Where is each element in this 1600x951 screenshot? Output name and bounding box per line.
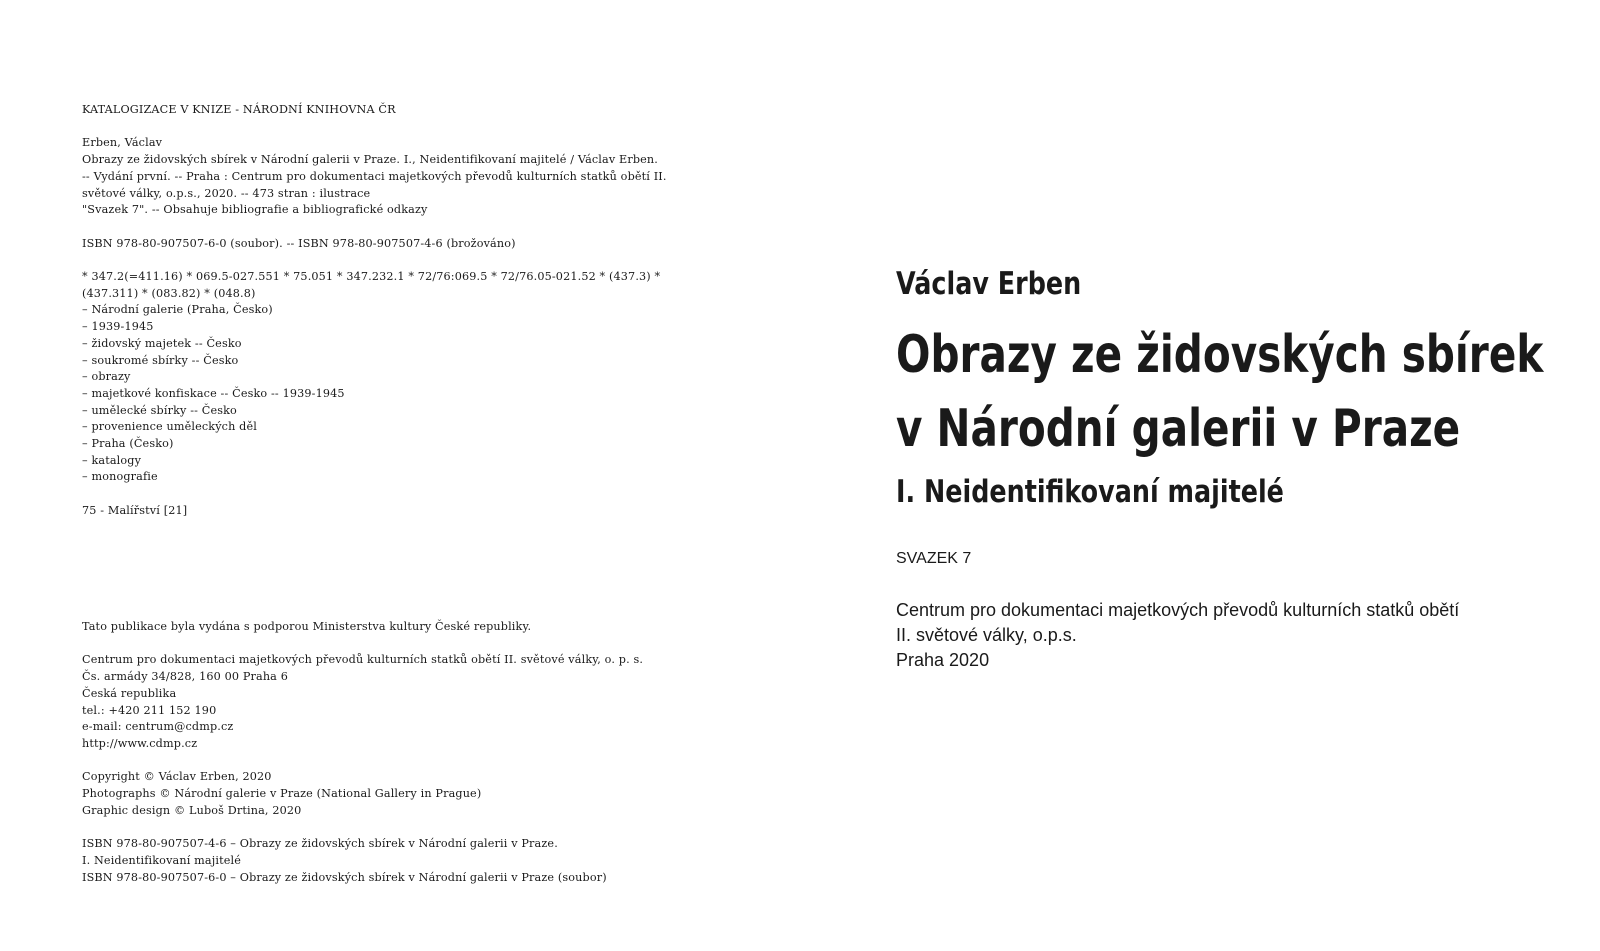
publisher-city-year: Praha 2020 bbox=[896, 650, 990, 670]
website-line: http://www.cdmp.cz bbox=[82, 736, 198, 750]
classification: 75 - Malířství [21] bbox=[82, 503, 188, 517]
subject-item: – soukromé sbírky -- Česko bbox=[82, 353, 239, 367]
volume-label: SVAZEK 7 bbox=[896, 550, 972, 567]
subject-item: – katalogy bbox=[82, 453, 142, 467]
email-line: e-mail: centrum@cdmp.cz bbox=[82, 720, 234, 734]
subject-item: – Praha (Česko) bbox=[82, 437, 174, 451]
copyright-block bbox=[82, 769, 722, 819]
title-page bbox=[896, 264, 1576, 673]
catalog-record bbox=[82, 135, 702, 219]
udc-line: * 347.2(=411.16) * 069.5-027.551 * 75.051 * 347.232.1 * 72/76:069.5 * 72/76.05-021.52 * (437.3) * bbox=[82, 269, 661, 283]
subject-list bbox=[82, 302, 702, 486]
title-line: Obrazy ze židovských sbírek bbox=[896, 325, 1544, 385]
isbn-footer-line: ISBN 978-80-907507-4-6 – Obrazy ze židovských sbírek v Národní galerii v Praze. bbox=[82, 837, 558, 851]
udc-codes bbox=[82, 269, 702, 302]
record-line: Erben, Václav bbox=[82, 136, 163, 150]
address-line: Centrum pro dokumentaci majetkových převodů kulturních statků obětí II. světové války, o. p. s. bbox=[82, 653, 644, 667]
phone-line: tel.: +420 211 152 190 bbox=[82, 703, 217, 717]
isbn-footer-line: ISBN 978-80-907507-6-0 – Obrazy ze židovských sbírek v Národní galerii v Praze (soubor) bbox=[82, 870, 607, 884]
spacer bbox=[82, 486, 702, 503]
copyright-line: Photographs © Národní galerie v Praze (National Gallery in Prague) bbox=[82, 787, 482, 800]
spacer bbox=[82, 219, 702, 236]
imprint-bottom bbox=[82, 619, 722, 886]
support-note: Tato publikace byla vydána s podporou Ministerstva kultury České republiky. bbox=[82, 620, 532, 633]
subject-item: – majetkové konfiskace -- Česko -- 1939-1945 bbox=[82, 386, 345, 400]
spacer bbox=[82, 636, 722, 653]
book-title bbox=[896, 318, 1576, 466]
record-line: -- Vydání první. -- Praha : Centrum pro dokumentaci majetkových převodů kulturních statků obětí II. bbox=[82, 169, 667, 183]
spacer bbox=[82, 753, 722, 770]
address-line: Čs. armády 34/828, 160 00 Praha 6 bbox=[82, 670, 288, 684]
publisher-line: Centrum pro dokumentaci majetkových převodů kulturních statků obětí bbox=[896, 600, 1460, 620]
isbn-footer bbox=[82, 836, 722, 886]
subject-item: – umělecké sbírky -- Česko bbox=[82, 403, 237, 417]
spacer bbox=[82, 252, 702, 269]
udc-line: (437.311) * (083.82) * (048.8) bbox=[82, 286, 256, 300]
record-line: "Svazek 7". -- Obsahuje bibliografie a bibliografické odkazy bbox=[82, 203, 428, 217]
record-line: Obrazy ze židovských sbírek v Národní galerii v Praze. I., Neidentifikovaní majitelé / Václav Erben. bbox=[82, 153, 658, 167]
title-line: v Národní galerii v Praze bbox=[896, 399, 1461, 459]
copyright-line: Graphic design © Luboš Drtina, 2020 bbox=[82, 803, 302, 817]
book-subtitle: I. Neidentifikovaní majitelé bbox=[896, 474, 1284, 510]
subject-item: – 1939-1945 bbox=[82, 320, 154, 334]
spacer bbox=[82, 819, 722, 836]
author-name: Václav Erben bbox=[896, 266, 1082, 302]
copyright-line: Copyright © Václav Erben, 2020 bbox=[82, 770, 272, 784]
subject-item: – židovský majetek -- Česko bbox=[82, 336, 242, 350]
isbn-line: ISBN 978-80-907507-6-0 (soubor). -- ISBN 978-80-907507-4-6 (brožováno) bbox=[82, 236, 516, 250]
subject-item: – provenience uměleckých děl bbox=[82, 420, 257, 434]
publisher-address bbox=[82, 652, 722, 752]
catalog-heading: KATALOGIZACE V KNIZE - NÁRODNÍ KNIHOVNA ČR bbox=[82, 103, 396, 116]
address-line: Česká republika bbox=[82, 686, 177, 700]
record-line: světové války, o.p.s., 2020. -- 473 stran : ilustrace bbox=[82, 186, 371, 200]
publisher-line: II. světové války, o.p.s. bbox=[896, 625, 1077, 645]
spacer bbox=[82, 119, 702, 136]
subject-item: – monografie bbox=[82, 470, 158, 484]
imprint-page bbox=[82, 102, 702, 520]
publisher-block bbox=[896, 598, 1576, 673]
subject-item: – Národní galerie (Praha, Česko) bbox=[82, 303, 273, 317]
isbn-footer-line: I. Neidentifikovaní majitelé bbox=[82, 853, 241, 867]
subject-item: – obrazy bbox=[82, 370, 131, 384]
